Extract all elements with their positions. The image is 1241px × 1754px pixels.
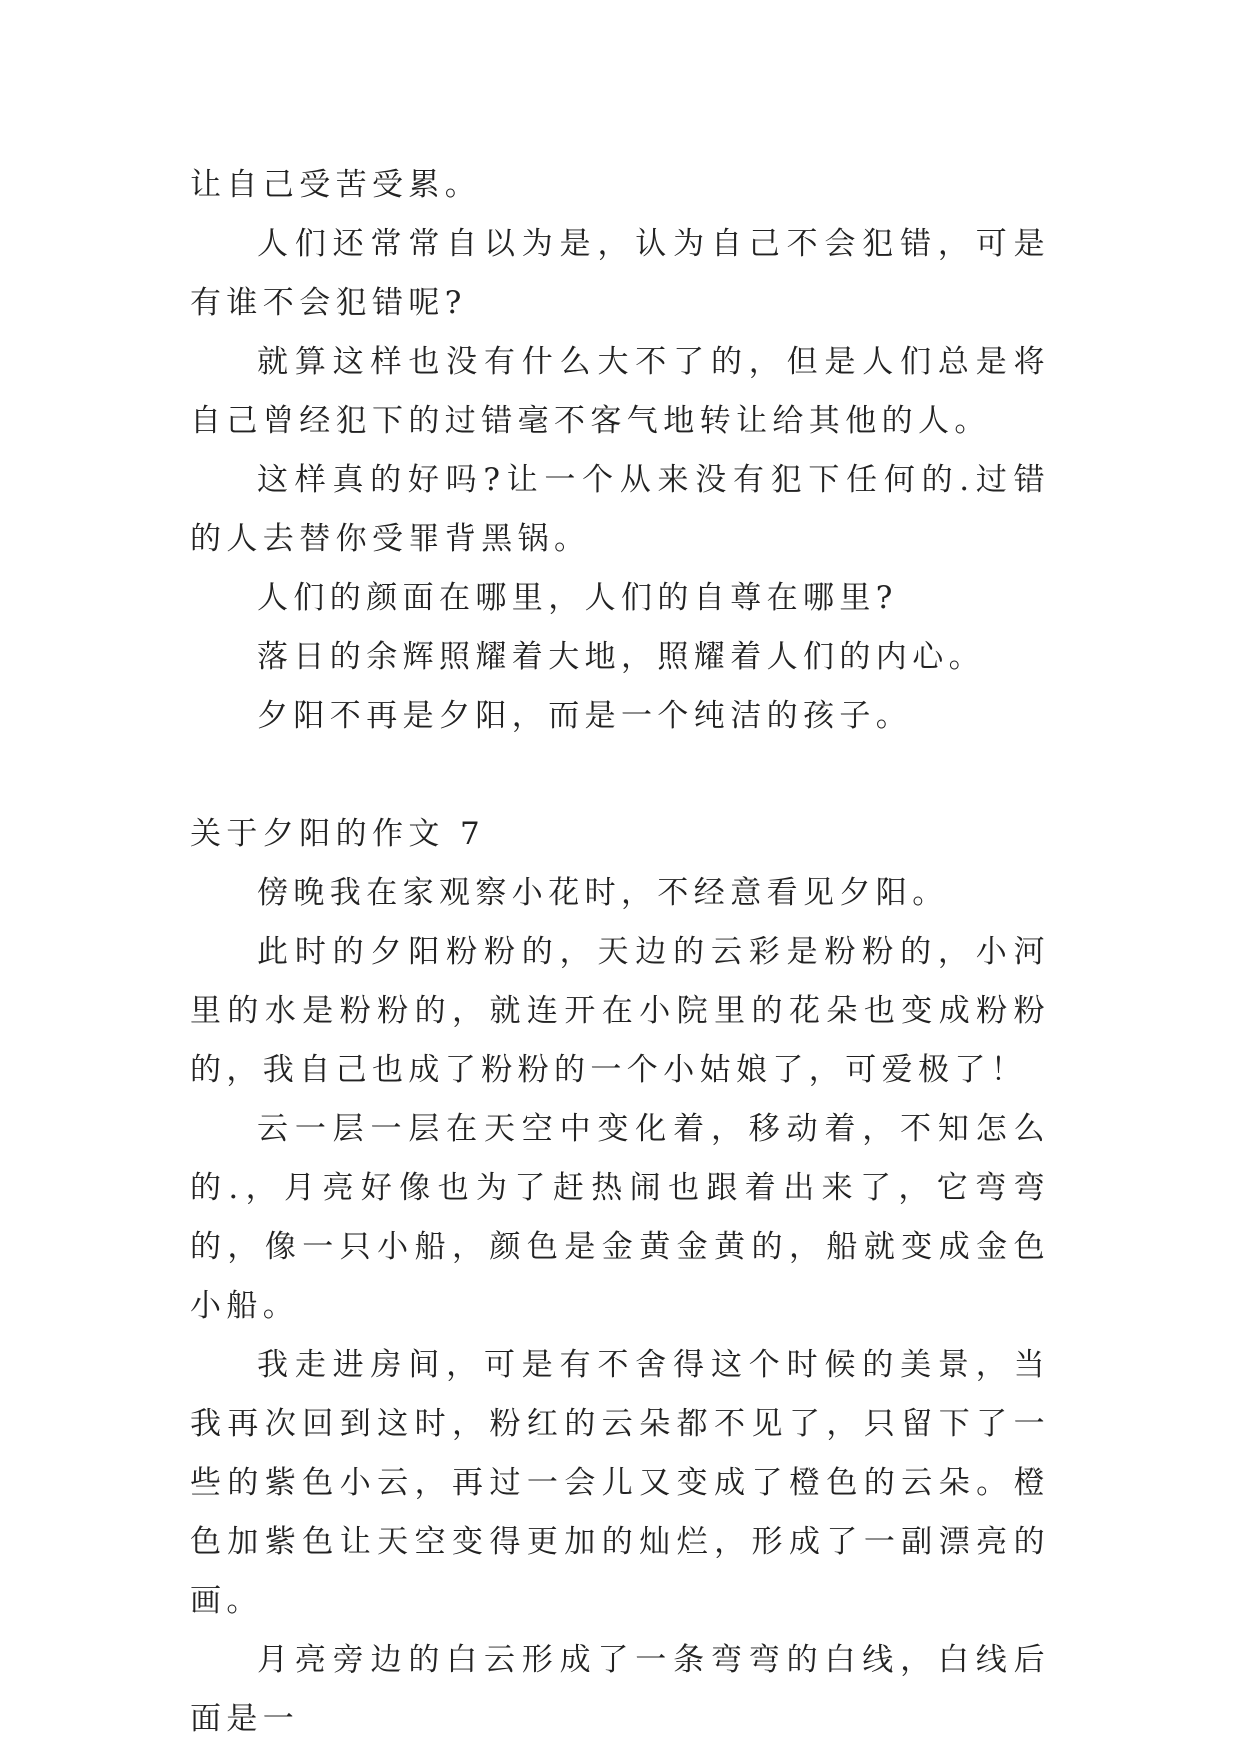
paragraph: 人们的颜面在哪里，人们的自尊在哪里? (257, 580, 898, 616)
paragraph: 落日的余辉照耀着大地，照耀着人们的内心。 (257, 639, 985, 675)
paragraph: 傍晚我在家观察小花时，不经意看见夕阳。 (257, 875, 949, 911)
paragraph: 这样真的好吗?让一个从来没有犯下任何的.过错的人去替你受罪背黑锅。 (190, 462, 1050, 557)
paragraph: 让自己受苦受累。 (190, 167, 482, 203)
paragraph: 我走进房间，可是有不舍得这个时候的美景，当我再次回到这时，粉红的云朵都不见了，只留下了一些的紫色小云，再过一会儿又变成了橙色的云朵。橙色加紫色让天空变得更加的灿烂，形成了一副漂亮的画。 (190, 1347, 1050, 1619)
paragraph: 月亮旁边的白云形成了一条弯弯的白线，白线后面是一 (190, 1642, 1050, 1737)
paragraph: 夕阳不再是夕阳，而是一个纯洁的孩子。 (257, 698, 913, 734)
paragraph: 此时的夕阳粉粉的，天边的云彩是粉粉的，小河里的水是粉粉的，就连开在小院里的花朵也变成粉粉的，我自己也成了粉粉的一个小姑娘了，可爱极了！ (190, 934, 1050, 1088)
paragraph: 人们还常常自以为是，认为自己不会犯错，可是有谁不会犯错呢? (190, 226, 1050, 321)
section-title: 关于夕阳的作文 7 (190, 816, 486, 852)
paragraph: 云一层一层在天空中变化着，移动着，不知怎么的.，月亮好像也为了赶热闹也跟着出来了，它弯弯的，像一只小船，颜色是金黄金黄的，船就变成金色小船。 (190, 1111, 1050, 1324)
document-body (190, 156, 1050, 1749)
paragraph: 就算这样也没有什么大不了的，但是人们总是将自己曾经犯下的过错毫不客气地转让给其他的人。 (190, 344, 1050, 439)
